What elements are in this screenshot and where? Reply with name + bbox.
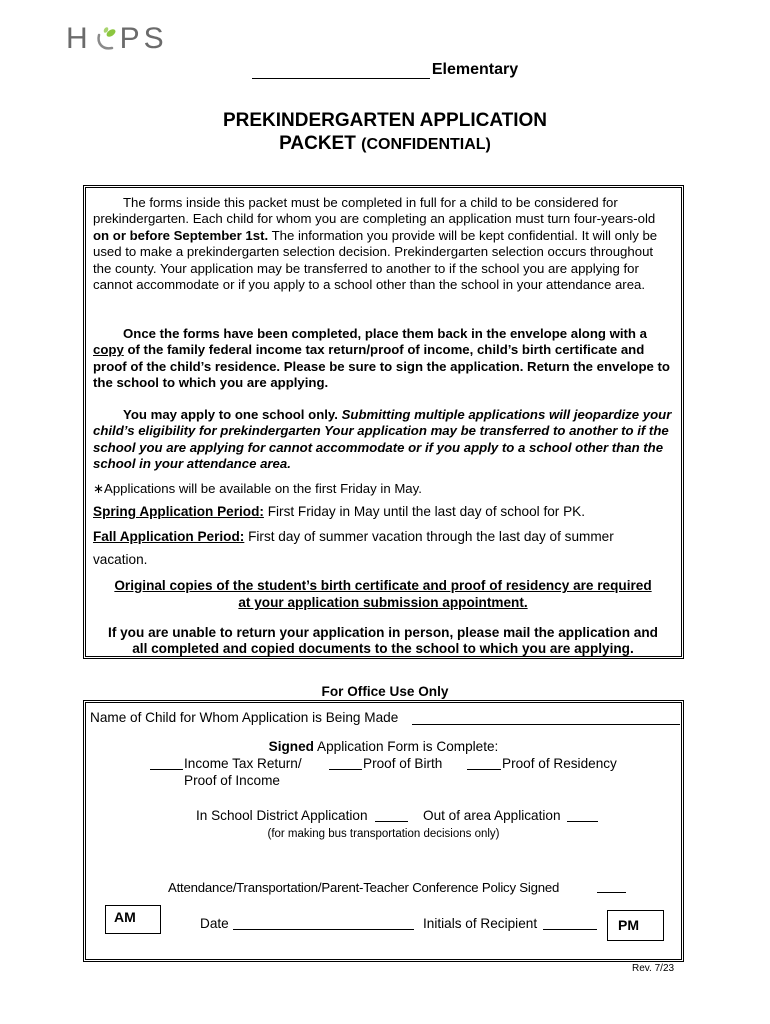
intro-text-b: The information you provide will be kept confidential. It will only be used to make a prekindergarten selection decision. Prekindergarten selection occurs throughout the county. Your application may be transferred to another to if the school you are applying for cannot accommodate or if you apply to a school other than the school in your attendance area. [93, 227, 658, 293]
title-line-2 [0, 133, 770, 155]
attendance-policy-label: Attendance/Transportation/Parent-Teacher Conference Policy Signed [168, 880, 560, 895]
initials-field[interactable] [543, 929, 597, 930]
date-field[interactable] [233, 929, 414, 930]
out-of-area-label: Out of area Application [423, 808, 561, 823]
proof-of-residency-label: Proof of Residency [502, 756, 617, 771]
fall-label: Fall Application Period: [93, 529, 245, 544]
multiple-applications-warning: Submitting multiple applications will jeopardize your child’s eligibility for prekindergarten Your application may be transferred to another to if the school you are applying for cannot accommodate or if you apply to a school other than the school in your attendance area. [93, 407, 672, 472]
in-district-label: In School District Application [196, 808, 368, 823]
original-copies-line2 [93, 595, 673, 611]
hcps-logo [66, 22, 168, 56]
intro-paragraph [93, 195, 673, 293]
initials-label: Initials of Recipient [423, 916, 538, 931]
income-tax-label: Income Tax Return/ [184, 756, 302, 771]
one-school-text: You may apply to one school only. [123, 407, 342, 422]
proof-of-residency-check[interactable] [467, 769, 501, 770]
child-name-label: Name of Child for Whom Application is Being Made [90, 710, 399, 725]
revision-date: Rev. 7/23 [632, 963, 675, 974]
mail-line1: If you are unable to return your application in person, please mail the application and [108, 625, 658, 640]
school-suffix: Elementary [431, 61, 519, 78]
title-packet: PACKET [279, 133, 356, 154]
office-use-heading: For Office Use Only [321, 684, 449, 699]
logo-text-left: H [66, 22, 92, 55]
proof-of-birth-label: Proof of Birth [363, 756, 443, 771]
signed-complete-line [83, 739, 684, 754]
title-line-1: PREKINDERGARTEN APPLICATION [222, 110, 548, 131]
out-of-area-check[interactable] [567, 821, 598, 822]
bus-note: (for making bus transportation decisions only) [267, 828, 500, 840]
proof-of-income-label: Proof of Income [184, 773, 280, 788]
fall-period-cont: vacation. [93, 552, 148, 567]
spring-period [93, 504, 673, 520]
envelope-text-c: . Return the envelope to the school to which you are applying. [93, 358, 670, 391]
signed-rest: Application Form is Complete: [313, 739, 499, 754]
intro-text-a: The forms inside this packet must be completed in full for a child to be considered for prekindergarten. Each child for whom you are completing an application must turn four-years-old [93, 195, 656, 227]
mail-line2: all completed and copied documents to the school to which you are applying. [132, 641, 634, 656]
title-confidential: (CONFIDENTIAL) [361, 136, 491, 153]
income-tax-check[interactable] [150, 769, 183, 770]
envelope-text-b: of the family federal income tax return/proof of income, child’s birth certificate and proof of the child’s residence. Please be sure to sign the application [93, 342, 645, 374]
fall-period [93, 529, 673, 545]
envelope-copy: copy [93, 342, 124, 358]
date-label: Date [200, 916, 229, 931]
leaf-icon [94, 26, 118, 52]
original-line2-b: submission appointment. [359, 595, 528, 610]
one-school-paragraph [93, 407, 673, 473]
child-name-field[interactable] [412, 724, 680, 725]
logo-text-right: PS [119, 22, 168, 55]
fall-text: First day of summer vacation through the last day of summer [244, 529, 614, 544]
in-district-check[interactable] [375, 821, 408, 822]
spring-text: First Friday in May until the last day of school for PK. [263, 504, 586, 519]
envelope-paragraph [93, 326, 673, 392]
pm-box[interactable]: PM [607, 910, 664, 941]
signed-bold: Signed [268, 739, 314, 754]
spring-label: Spring Application Period: [93, 504, 264, 519]
am-box[interactable]: AM [105, 905, 161, 934]
proof-of-birth-check[interactable] [329, 769, 362, 770]
original-copies-line1: Original copies of the student’s birth certificate and proof of residency are required [114, 578, 652, 593]
original-line2-a: at your application [238, 595, 360, 610]
intro-deadline: on or before September 1st. [93, 227, 269, 243]
school-name-blank[interactable] [252, 64, 430, 79]
availability-note: ∗Applications will be available on the first Friday in May. [93, 481, 422, 496]
envelope-text-a: Once the forms have been completed, place them back in the envelope along with a [123, 326, 647, 341]
attendance-policy-check[interactable] [597, 892, 626, 893]
school-name-line [0, 61, 770, 79]
